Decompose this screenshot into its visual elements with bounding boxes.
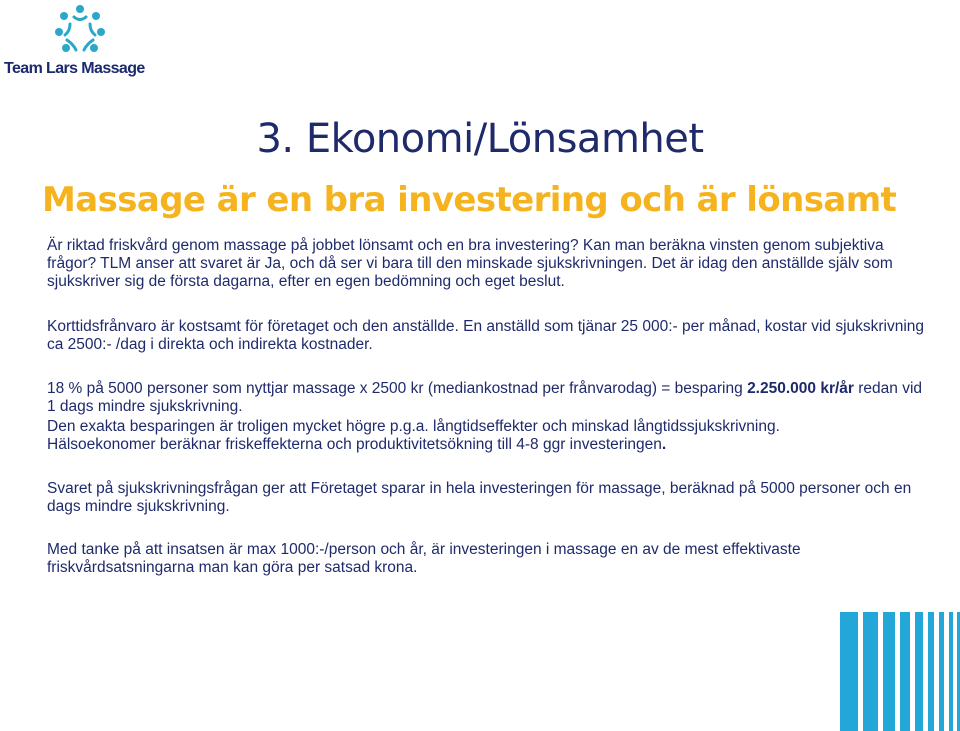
long-term-period: .: [661, 436, 667, 453]
decorative-bars: [840, 612, 960, 731]
savings-text-end: redan vid 1 dags mindre sjukskrivning.: [47, 380, 923, 415]
decorative-bar: [939, 612, 944, 731]
paragraph-absence-cost: Korttidsfrånvaro är kostsamt för företaget och den anställde. En anställd som tjänar 25 000:- per månad, kostar vid sjukskrivning ca 2500:- /dag i direkta och indirekta kostnader.: [47, 318, 925, 353]
decorative-bar: [840, 612, 858, 731]
decorative-bar: [883, 612, 895, 731]
decorative-bar: [900, 612, 910, 731]
decorative-bar: [863, 612, 878, 731]
savings-text-start: 18 % på 5000 personer som nyttjar massage x 2500 kr (mediankostnad per frånvarodag) = besparing: [47, 380, 748, 397]
paragraph-conclusion: Med tanke på att insatsen är max 1000:-/person och år, är investeringen i massage en av de mest effektivaste friskvårdsatsningarna man kan göra per satsad krona.: [47, 541, 801, 576]
long-term-line-2: Hälsoekonomer beräknar friskeffekterna och produktivitetsökning till 4-8 ggr investeringen: [47, 436, 662, 453]
savings-amount: 2.250.000 kr/år: [747, 380, 854, 397]
people-circle-icon: [54, 4, 106, 58]
page-title: 3. Ekonomi/Lönsamhet: [256, 116, 704, 162]
long-term-line-1: Den exakta besparingen är troligen mycket högre p.g.a. långtidseffekter och minskad långtidssjukskrivning.: [47, 418, 780, 435]
brand-name: Team Lars Massage: [4, 60, 145, 77]
paragraph-long-term-effects: [47, 418, 927, 454]
paragraph-answer: Svaret på sjukskrivningsfrågan ger att Företaget sparar in hela investeringen för massage, beräknad på 5000 personer och en dags mindre sjukskrivning.: [47, 480, 912, 515]
paragraph-intro: Är riktad friskvård genom massage på jobbet lönsamt och en bra investering? Kan man beräkna vinsten genom subjektiva frågor? TLM anser att svaret är Ja, och då ser vi bara till den minskade sjukskrivningen. Det är idag den anställde själv som sjukskriver sig de första dagarna, efter en egen bedömning och eget beslut.: [47, 237, 893, 290]
slide-subtitle: Massage är en bra investering och är lönsamt: [42, 180, 897, 220]
decorative-bar: [928, 612, 934, 731]
decorative-bar: [915, 612, 923, 731]
decorative-bar: [949, 612, 953, 731]
paragraph-savings-calculation: [47, 380, 927, 416]
